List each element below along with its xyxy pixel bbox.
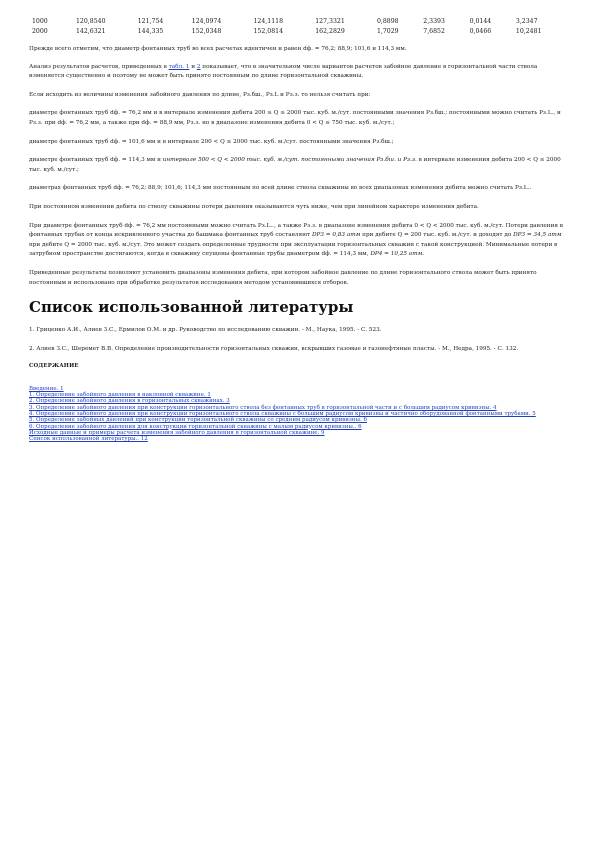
table-cell: 2,3393 [423, 17, 445, 25]
toc-item-examples[interactable]: Исходные данные и примеры расчета изменения забойного давления в горизонтальной скважине. 9 [29, 429, 325, 436]
paragraph-diameters: Прежде всего отметим, что диаметр фонтанных труб во всех расчетах идентичен и равен dф. = 76,2; 88,9; 101,6 и 114,3 мм. [29, 46, 407, 52]
paragraph-pressure-losses [29, 222, 570, 260]
reference-1: 1. Гриценко А.И., Алиев З.С., Ермилов О.М. и др. Руководство по исследованию скважин. - М., Наука, 1995. - С. 523. [29, 327, 382, 334]
table-cell: 1000 [32, 17, 48, 25]
italic-span: интервале 500 < Q < 2000 тыс. куб. м./сут. постоянными значения Рз.бш. и Рз.з. [162, 157, 417, 164]
paragraph-conclusion: Приведенные результаты позволяют установить диапазоны изменения дебита, при котором забойное давление по длине горизонтального ствола может быть принято постоянным и использовано при обработке результатов исследования методом установившихся отборов. [29, 269, 537, 286]
text-span: при дебите Q = 2000 тыс. куб. м./сут. Это может создать определенные трудности при эксплуатации горизонтальных скважин с такой конструкцией. Минимальные потери в затрубном пространстве достигаются, когда в скважину спущены фонтанные трубы диаметром dф. = 114,3 мм, [29, 241, 558, 258]
paragraph-condition-76: диаметре фонтанных труб dф. = 76,2 мм и в интервале изменения дебита 200 ≤ Q ≤ 2000 тыс. куб. м./сут. постоянными значения Рз.бш.; постоянными можно считать Рз.L., и Рз.з. при dф. = 76,2 мм, а также при dф. = 88,9 мм, Рз.з. но в диапазоне изменения дебита 0 < Q ≤ 750 тыс. куб. м./сут.; [29, 110, 561, 126]
results-table [29, 16, 570, 36]
table-of-contents [29, 386, 570, 443]
table-cell: 127,3321 [315, 17, 345, 25]
toc-item-1[interactable]: 1. Определение забойного давления в наклонной скважине. 1 [29, 392, 211, 399]
italic-span: DP3 = 34,5 атм [513, 232, 562, 239]
table-row [29, 26, 570, 36]
results-table-body [29, 16, 570, 36]
reference-2: 2. Алиев З.С., Шеремет В.В. Определение производительности горизонтальных скважин, вскрывших газовые и газонефтяные пласты. - М., Недра, 1995. - С. 132. [29, 345, 519, 352]
paragraph-constant-change: При постоянном изменении дебита по стволу скважины потери давления оказываются чуть ниже, чем при линейном характере изменения дебита. [29, 203, 479, 210]
toc-item-references[interactable]: Список использованной литературы.. 12 [29, 436, 148, 443]
text-span: и [189, 63, 197, 70]
table-cell: 124,1118 [253, 17, 284, 25]
table-cell: 124,0974 [191, 17, 222, 25]
toc-item-intro[interactable]: Введение. 1 [29, 385, 64, 392]
references-heading: Список использованной литературы [29, 298, 354, 317]
table-1-link[interactable]: табл. 1 [168, 63, 190, 70]
table-cell: 0,0144 [469, 17, 492, 25]
table-cell: 10,2481 [515, 27, 542, 35]
table-cell: 152,0348 [191, 27, 222, 35]
italic-span: DP3 = 0,83 атм [311, 232, 361, 239]
paragraph-conditions-intro: Если исходить из величины изменения забойного давления по длине, Рз.бш., Рз.L и Рз.з. то нельзя считать при: [29, 91, 371, 98]
table-cell: 120,8540 [76, 17, 106, 25]
text-span: При диаметре фонтанных труб dф. = 76,2 мм постоянными можно считать Рз.L.., а также Рз.з. в диапазоне изменения дебита 0 < Q < 2000 тыс. куб. м./сут. Потери давления в фонтанных трубах от конца искривленного участка до башмака фонтанных труб составляют [29, 222, 563, 239]
table-row [29, 16, 570, 26]
table-cell: 162,2829 [315, 27, 345, 35]
table-cell: 1,7029 [376, 27, 399, 35]
toc-item-3[interactable]: 3. Определение забойного давления при конструкции горизонтального ствола без фонтанных труб в горизонтальной части и с большим радиусом кривизны. 4 [29, 404, 497, 411]
text-span: показывает, что в значительном числе вариантов расчетов забойное давление в горизонтальной части ствола изменяется существенно и поэтому не может быть принято постоянным по длине горизонтальной скважины. [29, 63, 538, 80]
table-cell: 0,0466 [469, 27, 492, 35]
toc-item-5[interactable]: 5. Определение забойных давлений при конструкции горизонтальной скважины со средним радиусом кривизны. 6 [29, 417, 367, 424]
paragraph-analysis [29, 63, 570, 82]
table-cell: 0,8898 [376, 17, 399, 25]
table-cell: 144,335 [137, 27, 164, 35]
paragraph-condition-114 [29, 156, 570, 175]
text-span: при дебите Q = 200 тыс. куб. м./сут. и доходят до [360, 232, 514, 239]
text-span: диаметре фонтанных труб dф. = 114,3 мм и [29, 157, 163, 164]
table-cell: 3,2347 [515, 17, 538, 25]
toc-title: СОДЕРЖАНИЕ [29, 363, 79, 370]
paragraph-condition-101: диаметре фонтанных труб dф. = 101,6 мм и в интервале 200 < Q ≤ 2000 тыс. куб. м./сут. постоянными значения Рз.бш.; [29, 138, 394, 145]
text-span: Анализ результатов расчетов, приведенных в [29, 63, 169, 70]
table-cell: 7,6852 [423, 27, 445, 35]
toc-item-4[interactable]: 4. Определение забойного давления при конструкции горизонтального ствола скважины с большим радиусом кривизны и частично оборудованной фонтанными трубами. 5 [29, 411, 536, 418]
table-cell: 121,754 [137, 17, 164, 25]
table-2-link[interactable]: 2 [196, 63, 201, 70]
document-page [29, 16, 570, 443]
paragraph-condition-all: диаметрах фонтанных труб dф. = 76,2; 88,9; 101,6; 114,3 мм постоянным по всей длине ствола скважины во всех диапазонах изменения дебита можно считать Рз.L.. [29, 185, 532, 192]
toc-item-2[interactable]: 2. Определение забойного давления в горизонтальных скважинах. 3 [29, 398, 230, 405]
toc-item-6[interactable]: 6. Определение забойного давления для конструкции горизонтальной скважины с малым радиусом кривизны.. 6 [29, 423, 362, 430]
table-cell: 142,6321 [76, 27, 106, 35]
italic-span: DP4 = 10,25 атм. [370, 251, 425, 258]
table-cell: 152,0814 [253, 27, 284, 35]
table-cell: 2000 [32, 27, 48, 35]
text-span: в интервале изменения дебита 200 < Q ≤ 2000 тыс. куб. м./сут.; [29, 157, 561, 173]
